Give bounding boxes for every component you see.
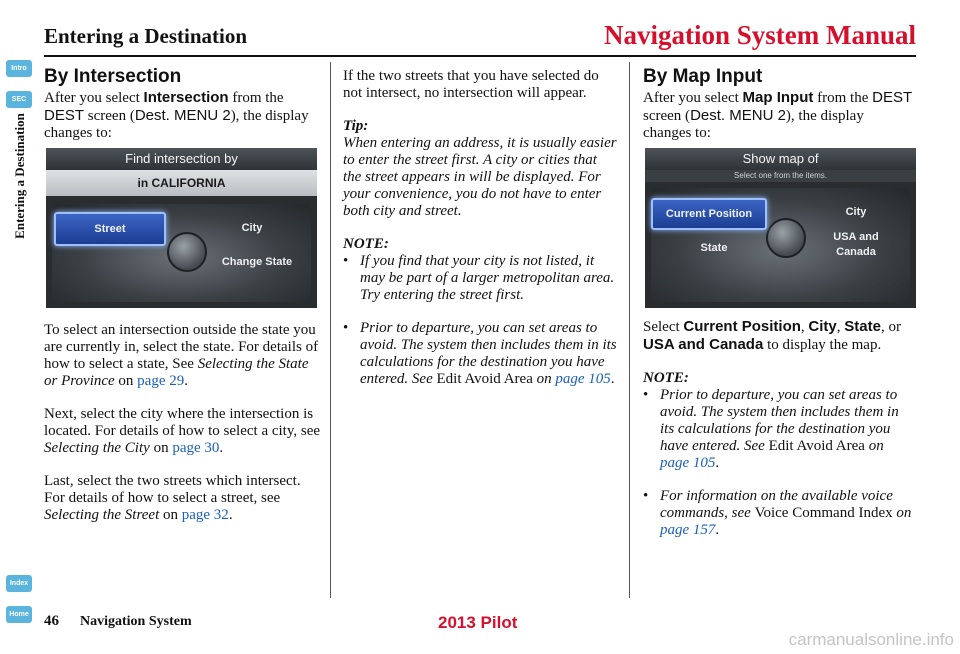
screen-panel	[52, 204, 311, 302]
paragraph-select-city: Next, select the city where the intersection is located. For details of how to select a city, see Selecting the City on page 30.	[44, 406, 321, 456]
section-heading-map-input: By Map Input	[643, 66, 763, 87]
column-divider-1	[330, 62, 331, 598]
street-option[interactable]: Street	[54, 212, 166, 246]
paragraph-select-street: Last, select the two streets which intersect. For details of how to select a street, see Selecting the Street on page 32.	[44, 473, 301, 523]
column-divider-2	[629, 62, 630, 598]
header-rule	[44, 55, 916, 57]
usa-canada-option[interactable]: USA and Canada	[833, 231, 879, 258]
city-option[interactable]: City	[241, 222, 263, 234]
intersection-button-ref: Intersection	[143, 89, 229, 106]
footer-label: Navigation System	[80, 614, 192, 629]
index-tab[interactable]: Index	[6, 575, 32, 592]
paragraph-no-intersection: If the two streets that you have selected do not intersect, no intersection will appear.	[343, 68, 599, 101]
page-105-link[interactable]: page 105	[660, 455, 716, 471]
intersection-intro: After you select Intersection from the DEST screen (Dest. MENU 2), the display changes to:	[44, 89, 309, 141]
map-input-intro: After you select Map Input from the DEST screen (Dest. MENU 2), the display changes to:	[643, 89, 913, 141]
note-item: • Prior to departure, you can set areas to avoid. The system then includes them in its calculations for the destination you have entered. See Edit Avoid Area on page 105.	[643, 387, 915, 472]
change-state-option[interactable]: Change State	[221, 256, 293, 268]
note-label: NOTE:	[343, 236, 389, 252]
intro-tab[interactable]: Intro	[6, 60, 32, 77]
state-option[interactable]: State	[700, 242, 728, 254]
note-item: • For information on the available voice commands, see Voice Command Index on page 157.	[643, 488, 915, 539]
chapter-title: Entering a Destination	[44, 24, 248, 48]
page-30-link[interactable]: page 30	[172, 440, 220, 456]
home-tab[interactable]: Home	[6, 606, 32, 623]
note-label: NOTE:	[643, 370, 689, 386]
column-intersection	[44, 68, 324, 540]
selector-knob-icon	[766, 218, 806, 258]
model-year: 2013 Pilot	[438, 613, 518, 632]
current-position-option[interactable]: Current Position	[651, 198, 767, 230]
sec-tab[interactable]: SEC	[6, 91, 32, 108]
column-notes	[343, 68, 618, 404]
tip-label: Tip:	[343, 118, 369, 134]
manual-title: Navigation System Manual	[603, 20, 916, 50]
page-number: 46	[44, 613, 59, 629]
page-32-link[interactable]: page 32	[181, 507, 229, 523]
city-option[interactable]: City	[845, 206, 867, 218]
section-heading-intersection: By Intersection	[44, 66, 182, 87]
map-input-screen	[645, 148, 916, 308]
vertical-section-title: Entering a Destination	[12, 113, 27, 239]
screen-panel	[651, 188, 910, 302]
note-list	[643, 387, 915, 539]
paragraph-select-state: To select an intersection outside the state you are currently in, select the state. For details of how to select a state, See Selecting the State or Province on page 29.	[44, 322, 319, 389]
map-input-button-ref: Map Input	[742, 89, 814, 106]
paragraph-select-map-option: Select Current Position, City, State, or USA and Canada to display the map.	[643, 318, 901, 353]
screen-title: Show map of	[645, 148, 916, 170]
screen-subtitle: in CALIFORNIA	[46, 170, 317, 196]
page-105-link[interactable]: page 105	[555, 371, 611, 387]
column-map-input	[643, 68, 915, 555]
selector-knob-icon	[167, 232, 207, 272]
page-157-link[interactable]: page 157	[660, 522, 716, 538]
intersection-screen	[46, 148, 317, 308]
note-item: • Prior to departure, you can set areas to avoid. The system then includes them in its calculations for the destination you have entered. See Edit Avoid Area on page 105.	[343, 320, 618, 388]
note-list	[343, 253, 618, 388]
screen-title: Find intersection by	[46, 148, 317, 170]
note-item: • If you find that your city is not listed, it may be part of a larger metropolitan area. Try entering the street first.	[343, 253, 618, 304]
watermark: carmanualsonline.info	[788, 630, 954, 649]
page-29-link[interactable]: page 29	[137, 373, 185, 389]
screen-subtitle: Select one from the items.	[645, 170, 916, 182]
tip-text: When entering an address, it is usually easier to enter the street first. A city or cities that the street appears in will be displayed. For your convenience, you do not have to enter both city and street.	[343, 135, 617, 219]
